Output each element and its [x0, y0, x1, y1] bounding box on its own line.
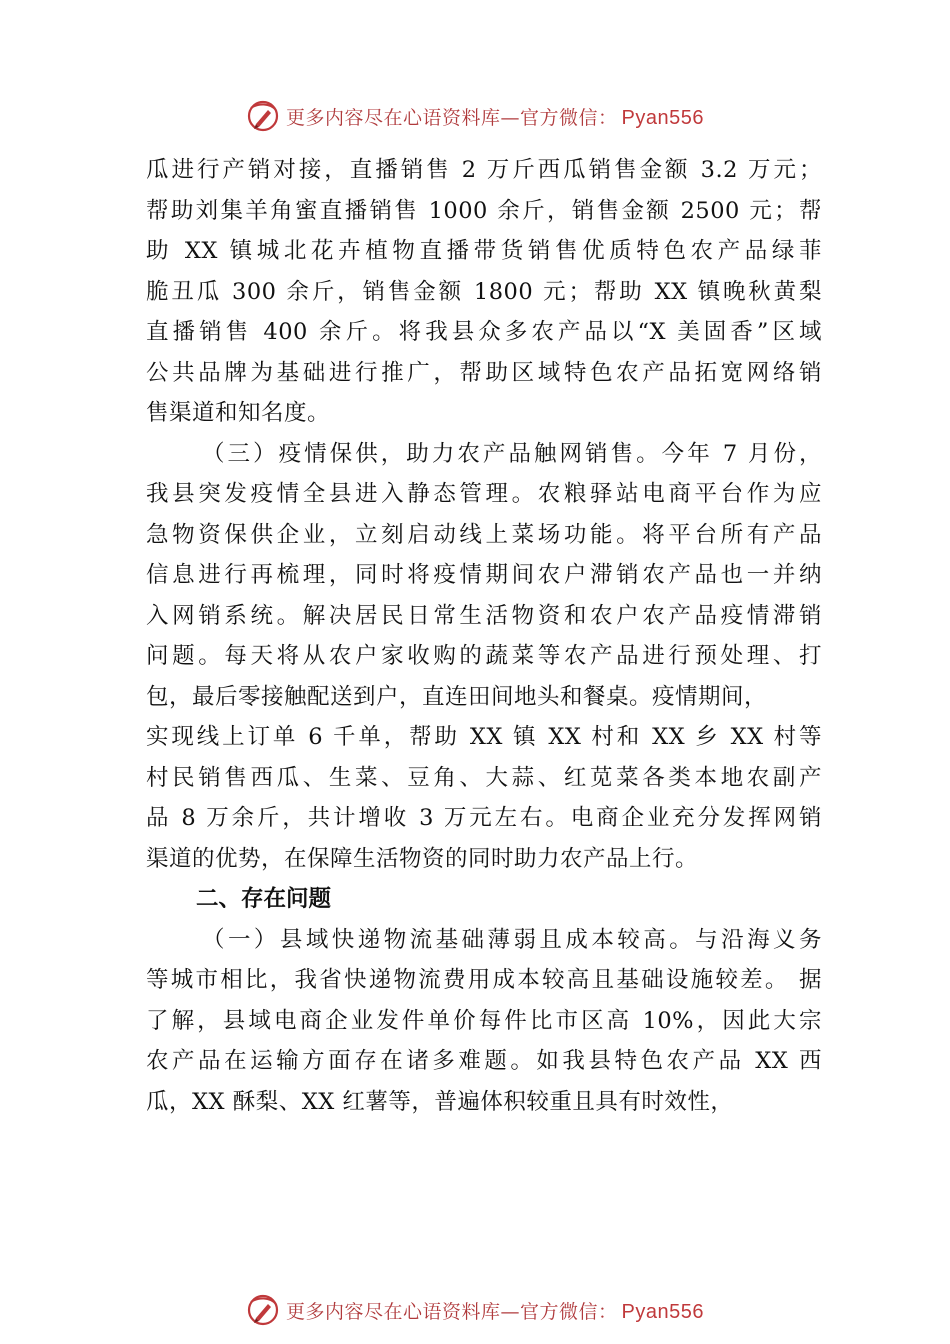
- body-line: 了解，县域电商企业发件单价每件比市区高 10%，因此大宗: [146, 1007, 822, 1034]
- document-body: [146, 150, 822, 1122]
- pen-logo-icon: [246, 1293, 280, 1327]
- body-line: 包，最后零接触配送到户，直连田间地头和餐桌。疫情期间，: [146, 683, 768, 710]
- body-line: 瓜进行产销对接，直播销售 2 万斤西瓜销售金额 3.2 万元；: [146, 157, 822, 183]
- page-footer: [0, 1290, 950, 1330]
- body-line: 实现线上订单 6 千单，帮助 XX 镇 XX 村和 XX 乡 XX 村等: [146, 724, 822, 750]
- header-account: Pyan556: [621, 106, 704, 129]
- body-line: 急物资保供企业，立刻启动线上菜场功能。将平台所有产品: [146, 521, 822, 548]
- body-line: 助 XX 镇城北花卉植物直播带货销售优质特色农产品绿菲: [146, 238, 822, 264]
- body-line: 公共品牌为基础进行推广，帮助区域特色农产品拓宽网络销: [146, 359, 822, 386]
- body-line: 农产品在运输方面存在诸多难题。如我县特色农产品 XX 西: [146, 1048, 822, 1074]
- body-line: 村民销售西瓜、生菜、豆角、大蒜、红苋菜各类本地农副产: [146, 764, 822, 791]
- section-three-heading-line: （三）疫情保供，助力农产品触网销售。今年 7 月份，: [202, 440, 822, 467]
- pen-logo-icon: [246, 99, 280, 133]
- footer-brand: [286, 1297, 704, 1324]
- page-header: [0, 96, 950, 136]
- body-line: 直播销售 400 余斤。将我县众多农产品以“X 美固香”区域: [146, 319, 822, 345]
- body-line: 瓜，XX 酥梨、XX 红薯等，普遍体积较重且具有时效性，: [146, 1088, 734, 1115]
- body-line: 信息进行再梳理，同时将疫情期间农户滞销农产品也一并纳: [146, 562, 822, 588]
- body-line: 帮助刘集羊角蜜直播销售 1000 余斤，销售金额 2500 元；帮: [146, 197, 822, 224]
- subsection-heading-line: （一）县域快递物流基础薄弱且成本较高。与沿海义务: [202, 926, 822, 953]
- body-line: 问题。每天将从农户家收购的蔬菜等农产品进行预处理、打: [146, 643, 822, 669]
- header-brand: [286, 103, 704, 130]
- footer-brand-text: 更多内容尽在心语资料库—官方微信：: [286, 1300, 618, 1323]
- body-line: 入网销系统。解决居民日常生活物资和农户农产品疫情滞销: [146, 602, 822, 629]
- body-line: 渠道的优势，在保障生活物资的同时助力农产品上行。: [146, 845, 699, 872]
- body-line: 我县突发疫情全县进入静态管理。农粮驿站电商平台作为应: [146, 481, 822, 507]
- header-brand-text: 更多内容尽在心语资料库—官方微信：: [286, 106, 618, 129]
- body-line: 脆丑瓜 300 余斤，销售金额 1800 元；帮助 XX 镇晚秋黄梨: [146, 278, 822, 305]
- body-line: 品 8 万余斤，共计增收 3 万元左右。电商企业充分发挥网销: [146, 805, 822, 831]
- body-line: 售渠道和知名度。: [146, 400, 331, 426]
- footer-account: Pyan556: [621, 1300, 704, 1323]
- body-line: 等城市相比，我省快递物流费用成本较高且基础设施较差。 据: [146, 967, 822, 993]
- section-heading: 二、存在问题: [196, 886, 332, 912]
